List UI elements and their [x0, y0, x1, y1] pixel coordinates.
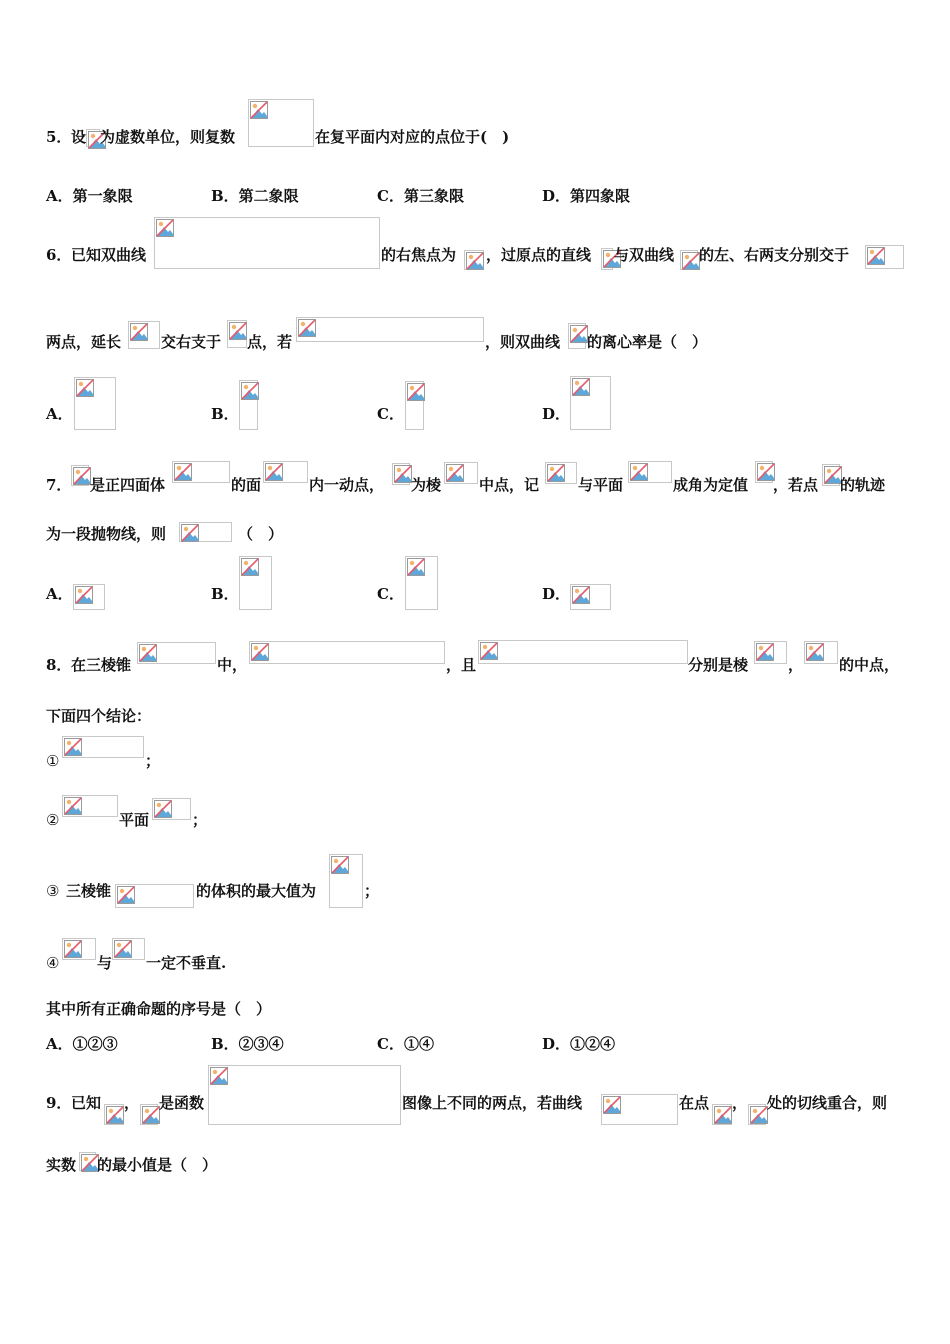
- q8-text-6: 的中点，: [839, 656, 900, 674]
- q5-option-d[interactable]: D．第四象限: [542, 187, 631, 205]
- q7-text-4: 为棱: [411, 476, 442, 494]
- q9-text-7: 处的切线重合，则: [767, 1094, 888, 1112]
- formula-image: [545, 462, 577, 484]
- formula-image: [179, 522, 232, 542]
- q9-text-1: 已知: [71, 1094, 102, 1112]
- q9-number: 9．: [46, 1094, 72, 1112]
- formula-image: [628, 461, 672, 483]
- formula-image: [392, 463, 410, 485]
- q8-text-7: 下面四个结论：: [46, 707, 152, 725]
- q7-text-5: 中点，记: [479, 476, 540, 494]
- q6-text-4: 与双曲线: [614, 246, 675, 264]
- q7-number: 7．: [46, 476, 72, 494]
- formula-image: [464, 250, 484, 270]
- q9-text-5: 在点: [679, 1094, 710, 1112]
- q9-text-6: ，: [732, 1094, 748, 1112]
- formula-image: [755, 461, 773, 483]
- q8-text-1: 在三棱锥: [71, 656, 132, 674]
- option-formula-image: [73, 584, 105, 610]
- q5-text-2: 为虚数单位，则复数: [100, 128, 236, 146]
- formula-image: [444, 462, 478, 484]
- q5-option-c[interactable]: C．第三象限: [377, 187, 464, 205]
- conclusion-1-end: ；: [145, 752, 161, 770]
- q6-text-3: ，过原点的直线: [486, 246, 592, 264]
- formula-image: [263, 461, 308, 483]
- q8-text-3: ，且: [446, 656, 477, 674]
- formula-image: [601, 1094, 678, 1125]
- q5-text-1: 设: [71, 128, 87, 146]
- formula-image: [152, 798, 191, 820]
- formula-image: [329, 854, 363, 908]
- q7-text-10: 为一段抛物线，则: [46, 525, 167, 543]
- formula-image: [680, 250, 698, 270]
- formula-image: [71, 465, 89, 486]
- conclusion-2-end: ；: [192, 811, 208, 829]
- option-formula-image: [570, 584, 611, 610]
- conclusion-3-end: ；: [364, 882, 380, 900]
- q8-prompt: 其中所有正确命题的序号是（ ）: [46, 1000, 272, 1018]
- conclusion-4-mid: 与: [97, 954, 113, 972]
- q9-text-9: 的最小值是（ ）: [97, 1156, 218, 1174]
- q7-text-7: 成角为定值: [673, 476, 749, 494]
- formula-image: [748, 1104, 766, 1125]
- conclusion-4-mark: ④: [46, 954, 60, 972]
- option-formula-image: [405, 381, 424, 430]
- formula-image: [208, 1065, 401, 1125]
- formula-image: [79, 1152, 96, 1171]
- q7-option-c[interactable]: C．: [377, 585, 404, 603]
- formula-image: [568, 323, 586, 349]
- formula-image: [128, 321, 160, 349]
- q7-option-b[interactable]: B．: [211, 585, 239, 603]
- formula-image: [478, 640, 688, 664]
- formula-image: [154, 217, 380, 269]
- formula-image: [249, 641, 445, 664]
- q8-option-c[interactable]: C．①④: [377, 1035, 434, 1053]
- q8-text-5: ，: [788, 656, 804, 674]
- q9-text-8: 实数: [46, 1156, 77, 1174]
- q7-option-a[interactable]: A．: [46, 585, 73, 603]
- q6-text-6: 两点，延长: [46, 333, 122, 351]
- q6-text-10: 的离心率是（ ）: [587, 333, 708, 351]
- formula-image: [712, 1104, 732, 1125]
- formula-image: [62, 736, 144, 758]
- formula-image: [296, 317, 484, 342]
- q7-text-11: （ ）: [238, 525, 284, 543]
- option-formula-image: [239, 556, 272, 610]
- conclusion-3-mid: 的体积的最大值为: [196, 882, 317, 900]
- formula-image: [104, 1104, 124, 1125]
- q9-text-3: 是函数: [159, 1094, 205, 1112]
- q8-option-a[interactable]: A．①②③: [46, 1035, 118, 1053]
- q6-text-1: 已知双曲线: [71, 246, 147, 264]
- q9-text-4: 图像上不同的两点，若曲线: [402, 1094, 583, 1112]
- q6-option-d[interactable]: D．: [542, 405, 571, 423]
- q8-text-2: 中，: [217, 656, 248, 674]
- q7-text-6: 与平面: [578, 476, 624, 494]
- q6-text-7: 交右支于: [161, 333, 222, 351]
- q5-text-3: 在复平面内对应的点位于( ): [315, 128, 510, 146]
- q7-option-d[interactable]: D．: [542, 585, 571, 603]
- formula-image: [822, 464, 840, 486]
- conclusion-1-mark: ①: [46, 752, 60, 770]
- formula-image: [804, 641, 838, 664]
- formula-image: [140, 1104, 158, 1125]
- q5-option-a[interactable]: A．第一象限: [46, 187, 133, 205]
- option-formula-image: [74, 377, 116, 430]
- q6-text-5: 的左、右两支分别交于: [699, 246, 850, 264]
- q7-text-2: 的面: [231, 476, 262, 494]
- q6-option-a[interactable]: A．: [46, 405, 73, 423]
- formula-image: [227, 320, 247, 348]
- conclusion-2-mark: ②: [46, 811, 60, 829]
- q5-option-b[interactable]: B．第二象限: [211, 187, 299, 205]
- formula-image: [62, 795, 118, 817]
- conclusion-3-text: 三棱锥: [66, 882, 112, 900]
- formula-image: [137, 642, 216, 664]
- conclusion-2-mid: 平面: [119, 811, 150, 829]
- formula-image: [112, 938, 145, 960]
- formula-image: [86, 129, 100, 147]
- q6-text-2: 的右焦点为: [381, 246, 457, 264]
- q7-text-3: 内一动点，: [309, 476, 385, 494]
- q7-text-9: 的轨迹: [840, 476, 886, 494]
- option-formula-image: [239, 380, 258, 430]
- conclusion-4-end: 一定不垂直.: [146, 954, 227, 972]
- formula-image: [754, 641, 787, 664]
- q7-text-8: ，若点: [773, 476, 819, 494]
- q6-option-c[interactable]: C．: [377, 405, 404, 423]
- formula-image: [248, 99, 314, 147]
- formula-image: [172, 461, 230, 483]
- formula-image: [865, 245, 904, 269]
- q6-text-8: 点，若: [247, 333, 293, 351]
- option-formula-image: [570, 376, 611, 430]
- q8-number: 8．: [46, 656, 72, 674]
- option-formula-image: [405, 556, 438, 610]
- q6-number: 6．: [46, 246, 72, 264]
- q6-text-9: ，则双曲线: [485, 333, 561, 351]
- formula-image: [601, 248, 613, 270]
- q7-text-1: 是正四面体: [90, 476, 166, 494]
- q9-text-2: ，: [124, 1094, 140, 1112]
- q6-option-b[interactable]: B．: [211, 405, 239, 423]
- q8-text-4: 分别是棱: [688, 656, 749, 674]
- formula-image: [62, 938, 96, 960]
- q8-option-d[interactable]: D．①②④: [542, 1035, 616, 1053]
- conclusion-3-mark: ③: [46, 882, 60, 900]
- q8-option-b[interactable]: B．②③④: [211, 1035, 284, 1053]
- q5-number: 5．: [46, 128, 72, 146]
- formula-image: [115, 884, 194, 908]
